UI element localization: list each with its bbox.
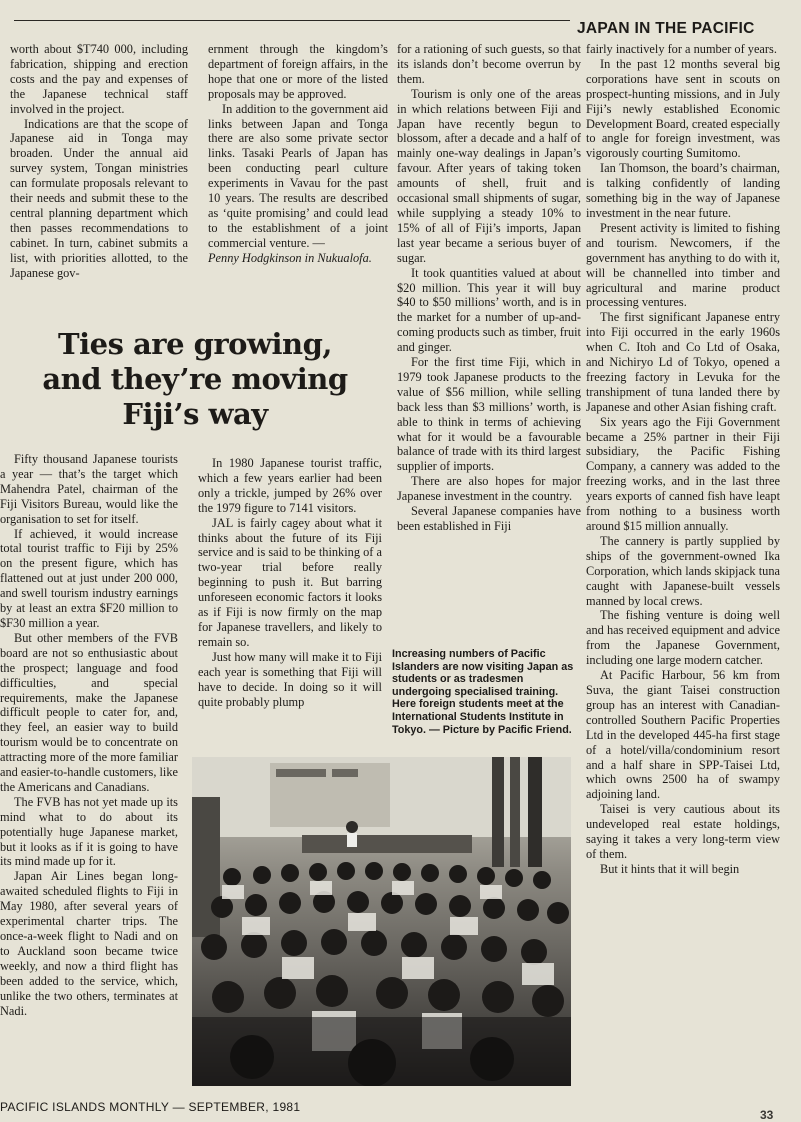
paragraph: Six years ago the Fiji Government became a 25% partner in their Fiji subsidiary, the Pacific Fishing Company, a cannery was added to the freezing works, and in the last three years exports of canned fish have leapt from nothing to a business worth around $15 million annually.: [586, 414, 780, 533]
paragraph: At Pacific Harbour, 56 km from Suva, the giant Taisei construction group has an interest with Canadian-controlled Southern Pacific Properties Ltd in the developed 445-ha first stage of a hotel/villa/condominium resort and a half share in SPP-Taisei Ltd, which owns 2500 ha of swampy adjoining land.: [586, 668, 780, 802]
paragraph: for a rationing of such guests, so that its islands don’t become overrun by them.: [397, 42, 581, 86]
article-column-1: [0, 452, 178, 1088]
article-column-4: [586, 42, 780, 1094]
paragraph: Fifty thousand Japanese tourists a year — that’s the target which Mahendra Patel, chairman of the Fiji Visitors Bureau, would like the organisation to set for itself.: [0, 452, 178, 526]
paragraph: The FVB has not yet made up its mind what to do about its potentially huge Japanese market, but it looks as if it is going to have its mind made up for it.: [0, 794, 178, 869]
paragraph: Japan Air Lines began long-awaited scheduled flights to Fiji in May 1980, after several years of experimental charter trips. The once-a-week flight to Nadi and on to Auckland soon became twice weekly, and now a third flight has been added to the service, which, unlike the two others, terminates at Nadi.: [0, 869, 178, 1018]
paragraph: Several Japanese companies have been established in Fiji: [397, 504, 581, 533]
paragraph: JAL is fairly cagey about what it thinks about the future of its Fiji service and is said to be thinking of a two-year trial before really beginning to push it. But barring unforeseen economic factors it looks as if Fiji is now firmly on the map for Japanese travellers, and likely to remain so.: [198, 515, 382, 649]
byline: Penny Hodgkinson in Nukualofa.: [208, 250, 372, 265]
page-number: 33: [760, 1108, 774, 1122]
paragraph: Taisei is very cautious about its undeveloped real estate holdings, saying it takes a very long-term view of them.: [586, 802, 780, 861]
paragraph: In 1980 Japanese tourist traffic, which a few years earlier had been only a trickle, jumped by 26% over the 1979 figure to 7141 visitors.: [198, 456, 382, 515]
publication-footer: PACIFIC ISLANDS MONTHLY — SEPTEMBER, 1981: [0, 1100, 301, 1114]
paragraph: The first significant Japanese entry into Fiji occurred in the early 1960s when C. Itoh and Co Ltd of Osaka, and Nichiryo Ld of Tokyo, opened a freezing factory in Levuka for the transhipment of tuna landed there by Japanese and other Asian fishing craft.: [586, 310, 780, 414]
paragraph: It took quantities valued at about $20 million. This year it will buy $40 to $50 millions’ worth, and is in the market for a number of up-and-coming products such as timber, fruit and ginger.: [397, 265, 581, 355]
classroom-photo: [192, 757, 571, 1086]
article-column-2: [198, 456, 382, 746]
paragraph: But other members of the FVB board are not so enthusiastic about the prospect; language and food difficulties, and special requirements, make the Japanese difficult people to cater for, and, they feel, an easier way to build tourism would be to concentrate on attracting more of the more familiar and easier-to-handle customers, like the Americans and Canadians.: [0, 630, 178, 794]
paragraph: The cannery is partly supplied by ships of the government-owned Ika Corporation, which lands skipjack tuna caught with Japanese-built vessels manned by local crews.: [586, 533, 780, 608]
paragraph: fairly inactively for a number of years.: [586, 42, 777, 56]
paragraph: For the first time Fiji, which in 1979 took Japanese products to the value of $56 million, while selling back less than $3 millions’ worth, is able to think in terms of achieving what for it would be a favourable balance of trade with its third largest supplier of imports.: [397, 355, 581, 474]
paragraph: If achieved, it would increase total tourist traffic to Fiji by 25% on the present figure, which has flattened out at just under 200 000, and swell tourism industry earnings by at least an extra $F20 million to $F30 million a year.: [0, 526, 178, 630]
headline-line: Fiji’s way: [122, 397, 268, 431]
photo-caption: Increasing numbers of Pacific Islanders are now visiting Japan as students or as tradesmen undergoing specialised training. Here foreign students meet at the International Students Institute in Tokyo. — Picture by Pacific Friend.: [392, 648, 574, 736]
article-headline: [10, 327, 380, 432]
section-title: JAPAN IN THE PACIFIC: [577, 20, 755, 37]
paragraph: ernment through the kingdom’s department of foreign affairs, in the hope that one or more of the listed proposals may be approved.: [208, 42, 388, 101]
article-column-3: [397, 42, 581, 640]
paragraph: Tourism is only one of the areas in which relations between Fiji and Japan have recently begun to blossom, after a decade and a half of mainly one-way dealings in Japan’s favour. After years of taking token amounts of shell, fruit and occasional small shipments of sugar, while supplying a steady 10% to 15% of all of Fiji’s imports, Japan last year became a serious buyer of sugar.: [397, 86, 581, 265]
paragraph: In the past 12 months several big corporations have sent in scouts on prospect-hunting missions, and in July Fiji’s newly established Economic Development Board, created especially to angle for foreign investment, was vigorously courting Sumitomo.: [586, 56, 780, 161]
paragraph: Indications are that the scope of Japanese aid in Tonga may broaden. Under the annual aid survey system, Tongan ministries can formulate proposals relevant to their needs and submit these to the central planning department which then passes recommendations to cabinet. In turn, cabinet submits a list, with priorities allotted, to the Japanese gov-: [10, 116, 188, 280]
paragraph: The fishing venture is doing well and has received equipment and advice from the Japanese Government, including one large modern catcher.: [586, 608, 780, 668]
paragraph: But it hints that it will begin: [600, 861, 740, 876]
paragraph: Ian Thomson, the board’s chairman, is talking confidently of landing something big in the way of Japanese investment in the near future.: [586, 161, 780, 220]
paragraph: There are also hopes for major Japanese investment in the country.: [397, 474, 581, 504]
headline-line: Ties are growing,: [58, 327, 332, 361]
paragraph: worth about $T740 000, including fabrication, shipping and erection costs and the pay and expenses of the Japanese technical staff involved in the project.: [10, 42, 188, 116]
paragraph: In addition to the government aid links between Japan and Tonga there are also some private sector links. Tasaki Pearls of Japan has been conducting pearl culture experiments in Vavau for the past 10 years. The results are described as ‘quite promising’ and could lead to the establishment of a joint commercial venture. —: [208, 101, 388, 250]
header-rule: [14, 20, 570, 21]
paragraph: Present activity is limited to fishing and tourism. Newcomers, if the government has anything to do with it, will be channelled into timber and agricultural and marine product processing ventures.: [586, 220, 780, 310]
tonga-column-left: [10, 42, 188, 310]
paragraph: Just how many will make it to Fiji each year is something that Fiji will have to decide. In doing so it will quite probably plump: [198, 649, 382, 709]
tonga-column-right: [208, 42, 388, 310]
headline-line: and they’re moving: [42, 362, 348, 396]
